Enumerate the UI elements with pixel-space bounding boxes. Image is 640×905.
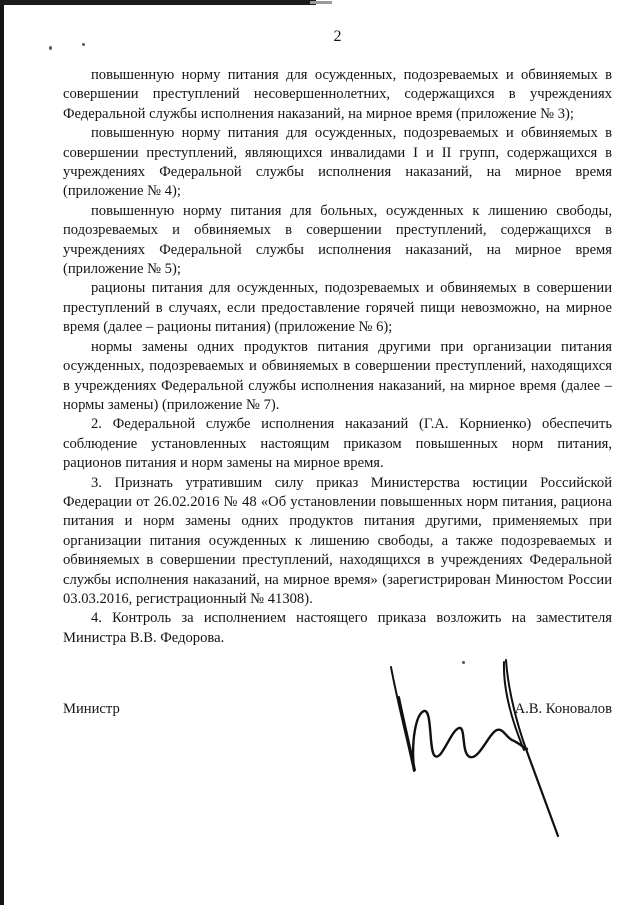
signature-autograph [378, 648, 573, 848]
scan-speck [49, 46, 52, 50]
paragraph-substitution-norms: нормы замены одних продуктов питания другими при организации питания осужденных, подозреваемых и обвиняемых в совершении преступлений, находящихся в учреждениях Федеральной службы исполнения наказаний, на мирное время (далее – нормы замены) (приложение № 7). [63, 338, 612, 413]
scan-border-top-fade [310, 1, 332, 4]
signature-stroke [391, 667, 414, 771]
signatory-name: А.В. Коновалов [514, 701, 612, 717]
paragraph-item-3: 3. Признать утратившим силу приказ Министерства юстиции Российской Федерации от 26.02.2016 № 48 «Об установлении повышенных норм питания, рациона питания и норм замены одних продуктов питания другими, применяемых при организации питания осужденных к лишению свободы, а также подозреваемых и обвиняемых в совершении преступлений, находящихся в учреждениях Федеральной службы исполнения наказаний, на мирное время» (зарегистрирован Минюстом России 03.03.2016, регистрационный № 41308). [63, 474, 612, 607]
page-number: 2 [333, 28, 342, 45]
signature-block [63, 701, 612, 718]
scan-border-top [0, 0, 316, 5]
paragraph-item-4: 4. Контроль за исполнением настоящего приказа возложить на заместителя Министра В.В. Федорова. [63, 610, 612, 646]
paragraph-ration-sick: повышенную норму питания для больных, осужденных к лишению свободы, подозреваемых и обвиняемых в совершении преступлений, содержащихся в учреждениях Федеральной службы исполнения наказаний, на мирное время (приложение № 5); [63, 202, 612, 278]
order-body-text [63, 66, 612, 648]
scan-speck [462, 661, 465, 664]
paragraph-item-2: 2. Федеральной службе исполнения наказаний (Г.А. Корниенко) обеспечить соблюдение установленных настоящим приказом повышенных норм питания, рационов питания и норм замены на мирное время. [63, 416, 612, 472]
paragraph-ration-minors: повышенную норму питания для осужденных, подозреваемых и обвиняемых в совершении преступлений несовершеннолетних, содержащихся в учреждениях Федеральной службы исполнения наказаний, на мирное время (приложение № 3); [63, 67, 612, 122]
paragraph-ration-disabled: повышенную норму питания для осужденных, подозреваемых и обвиняемых в совершении преступлений, являющихся инвалидами I и II групп, содержащихся в учреждениях Федеральной службы исполнения наказаний, на мирное время (приложение № 4); [63, 125, 612, 200]
signature-stroke [526, 749, 558, 836]
paragraph-ration-no-hot-food: рационы питания для осужденных, подозреваемых и обвиняемых в совершении преступлений в случаях, если предоставление горячей пищи невозможно, на мирное время (далее – рационы питания) (приложение № 6); [63, 280, 612, 336]
signatory-role: Министр [63, 701, 120, 717]
signature-stroke [413, 711, 527, 770]
scan-border-left [0, 0, 4, 905]
